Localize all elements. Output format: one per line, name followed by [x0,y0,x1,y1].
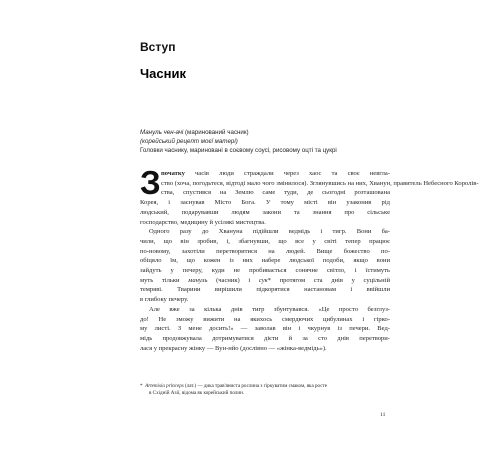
text-line: темряві. Тварини вирішили підкорятися настановам і ввійшли [140,286,390,294]
text-line: чили, що він зробив, і, збагнувши, що все у світі тепер працює [140,237,390,245]
footnote-marker: * [140,383,143,389]
term-suk: сук [258,276,268,284]
text-line: до! Не зможу вижити на якихось смердючих цибулинах і гірко- [140,315,390,323]
drop-cap: З [140,164,161,201]
chapter-title: Часник [140,66,186,81]
text-line: му листі. З мене досить!» — заволав він і чкурнув із печери. Вед- [140,325,390,333]
footnote-term: Artemisia princeps [145,383,184,389]
paragraph-3 [140,305,390,354]
text-line: лася у прекрасну жінку — Вун-нйо (дослівно — «жінка-ведмідь»). [140,344,327,352]
text-line [140,169,390,179]
page-number: 11 [380,412,386,418]
recipe-subtitle: (корейський рецепт моєї матері) [140,138,238,146]
recipe-description: Головки часнику, мариновані в соєвому соусі, рисовому оцті та цукрі [140,147,337,155]
text-line [140,276,390,286]
footnote [140,383,390,398]
first-word: початку [161,170,185,177]
term-manul: мануль [188,276,208,284]
text-fragment: (часник) і [207,276,259,284]
text-line: Корея, і заснував Місто Бога. У тому місті він узаконив рід [140,199,390,207]
paragraph-1 [140,164,479,227]
footnote-text: — дика трав'яниста рослина з гіркуватим смаком, яка росте [196,383,327,389]
text-line: мідь продовжувала дотримуватися дієти й за сто днів перетвори- [140,334,390,342]
recipe-title [140,128,390,137]
text-line: зайдуть у печеру, куди не пробивається сонячне світло, і їстимуть [140,267,390,275]
paragraph-2 [140,227,390,305]
footnote-abbr: (лат.) [183,383,197,389]
text-fragment: часів люди страждали через хаос та своє невгла- [184,170,390,177]
text-line: обіцяло їм, що кожен із них набере людської подоби, якщо вони [140,257,390,265]
body-text [140,164,479,353]
text-fragment: * протягом ста днів у суцільній [267,276,390,284]
text-line: ство (хоча, погодьтеся, відтоді мало чого змінилося). Зглянувшись на них, Хванун, правитель Небесного Королів- [161,179,479,187]
recipe-title-rest: (маринований часник) [183,129,249,136]
footnote-line: в Східній Азії, відома як корейський полин. [149,390,245,397]
text-line: ства, спустився на Землю саме туди, де сьогодні розташована [161,189,390,197]
text-line: господарство, медицину й усілякі мистецтва. [140,218,266,226]
text-line: Одного разу до Хвануна підійшли ведмідь і тигр. Вони ба- [149,228,390,236]
text-line: людський, подарувавши людям закони та знання про сільське [140,208,390,216]
text-line: Але вже за кілька днів тигр збунтувався. «Це просто безглуз- [149,305,390,313]
recipe-title-italic: Мануль чен-ачі [140,129,184,136]
text-fragment: муть тільки [140,276,189,284]
text-line: в глибоку печеру. [140,296,189,304]
text-line: по-новому, захотіли перетворитися на людей. Вище божество по- [140,247,390,255]
recipe-block [140,128,390,156]
section-label: Вступ [140,40,176,54]
